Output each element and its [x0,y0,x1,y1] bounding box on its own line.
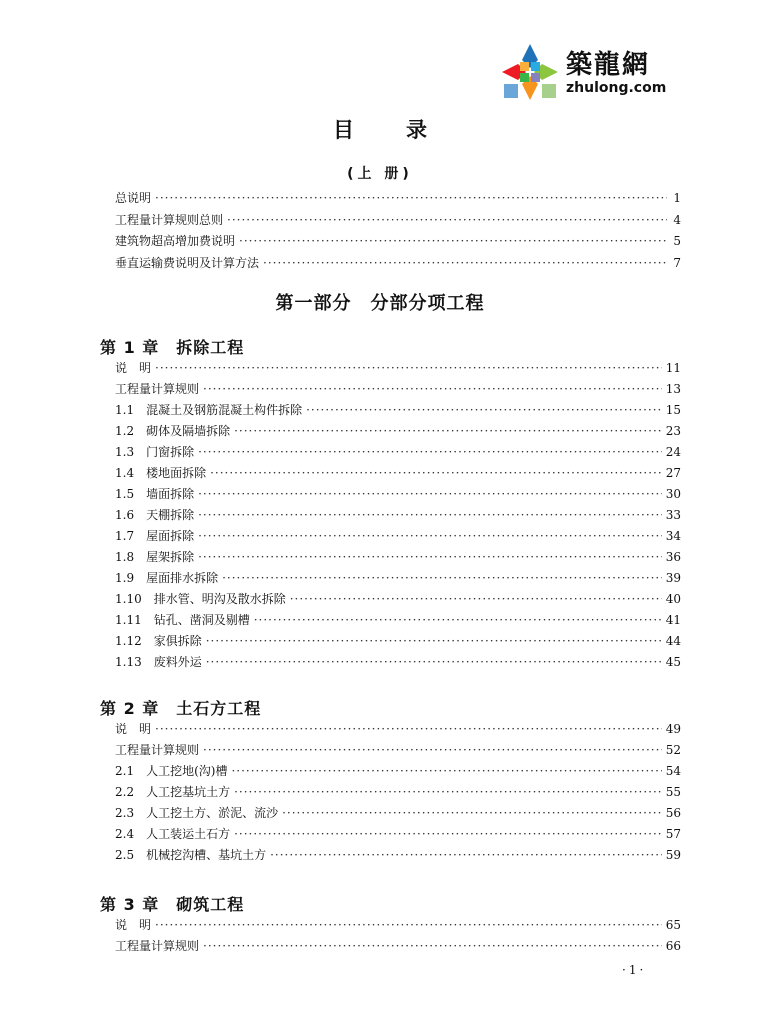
toc-page: 65 [665,918,681,932]
toc-row[interactable] [115,254,681,272]
logo-name: 築龍網 [566,50,651,80]
toc-label: 1.6 天棚拆除 [115,508,195,522]
toc-page: 13 [665,382,681,396]
toc-page: 41 [665,613,681,627]
toc-page: 52 [665,743,681,757]
leader-dots [306,401,662,419]
toc-row[interactable] [115,380,681,398]
toc-page: 34 [665,529,681,543]
toc-label: 2.2 人工挖基坑土方 [115,785,231,799]
toc-row[interactable] [115,569,681,587]
leader-dots [231,762,661,780]
toc-page: 4 [673,213,681,227]
toc-label: 1.9 屋面排水拆除 [115,571,219,585]
toc-row[interactable] [115,506,681,524]
toc-page: 40 [665,592,681,606]
logo-pinwheel-icon [498,40,562,104]
toc-page: 1 [673,191,681,205]
toc-label: 1.4 楼地面拆除 [115,466,207,480]
toc-row[interactable] [115,653,681,671]
toc-label: 1.13 废料外运 [115,655,202,669]
toc-row[interactable] [115,189,681,207]
leader-dots [239,232,667,250]
toc-label: 1.8 屋架拆除 [115,550,195,564]
toc-label: 1.1 混凝土及钢筋混凝土构件拆除 [115,403,303,417]
toc-label: 2.3 人工挖土方、淤泥、流沙 [115,806,279,820]
toc-label: 1.7 屋面拆除 [115,529,195,543]
toc-page: 30 [665,487,681,501]
toc-page: 55 [665,785,681,799]
toc-page: 11 [665,361,681,375]
toc-label: 垂直运输费说明及计算方法 [115,256,260,270]
toc-page: 15 [665,403,681,417]
toc-label: 说 明 [115,722,152,736]
toc-label: 1.3 门窗拆除 [115,445,195,459]
toc-label: 建筑物超高增加费说明 [115,234,236,248]
toc-page: 33 [665,508,681,522]
toc-label: 工程量计算规则 [115,939,200,953]
toc-label: 1.5 墙面拆除 [115,487,195,501]
toc-row[interactable] [115,916,681,934]
toc-row[interactable] [115,232,681,250]
leader-dots [234,825,662,843]
toc-row[interactable] [115,590,681,608]
leader-dots [203,741,662,759]
page-title: 目录 [333,118,479,142]
toc-label: 1.10 排水管、明沟及散水拆除 [115,592,286,606]
toc-label: 2.1 人工挖地(沟)槽 [115,764,228,778]
toc-row[interactable] [115,464,681,482]
leader-dots [222,569,662,587]
toc-row[interactable] [115,720,681,738]
leader-dots [155,720,662,738]
leader-dots [155,916,662,934]
toc-label: 说 明 [115,361,152,375]
toc-label: 2.4 人工装运土石方 [115,827,231,841]
toc-page: 39 [665,571,681,585]
leader-dots [282,804,662,822]
toc-page: 44 [665,634,681,648]
toc-page: 54 [665,764,681,778]
toc-label: 说 明 [115,918,152,932]
toc-label: 工程量计算规则 [115,743,200,757]
toc-row[interactable] [115,548,681,566]
toc-row[interactable] [115,632,681,650]
toc-label: 工程量计算规则总则 [115,213,224,227]
toc-row[interactable] [115,401,681,419]
chapter-heading[interactable]: 第 3 章 砌筑工程 [100,895,245,914]
leader-dots [263,254,667,272]
leader-dots [198,548,662,566]
leader-dots [198,506,662,524]
toc-page: 49 [665,722,681,736]
toc-label: 1.11 钻孔、凿洞及剔槽 [115,613,250,627]
toc-row[interactable] [115,846,681,864]
leader-dots [270,846,662,864]
toc-row[interactable] [115,741,681,759]
toc-row[interactable] [115,359,681,377]
toc-row[interactable] [115,527,681,545]
toc-row[interactable] [115,762,681,780]
leader-dots [155,359,662,377]
leader-dots [234,783,662,801]
leader-dots [155,189,667,207]
chapter-heading[interactable]: 第 1 章 拆除工程 [100,338,245,357]
leader-dots [203,937,662,955]
toc-label: 工程量计算规则 [115,382,200,396]
toc-label: 总说明 [115,191,152,205]
toc-page: 27 [665,466,681,480]
toc-row[interactable] [115,783,681,801]
toc-page: 7 [673,256,681,270]
volume-label: (上 册) [347,166,413,182]
toc-row[interactable] [115,611,681,629]
toc-page: 59 [665,848,681,862]
toc-row[interactable] [115,825,681,843]
leader-dots [198,443,662,461]
toc-label: 2.5 机械挖沟槽、基坑土方 [115,848,267,862]
page-number: ·1· [622,963,647,977]
toc-page: 45 [665,655,681,669]
toc-label: 1.12 家俱拆除 [115,634,202,648]
toc-row[interactable] [115,443,681,461]
leader-dots [198,527,662,545]
toc-row[interactable] [115,211,681,229]
toc-page: 5 [673,234,681,248]
toc-row[interactable] [115,422,681,440]
leader-dots [234,422,662,440]
logo-url: zhulong.com [566,80,667,96]
toc-label: 1.2 砌体及隔墙拆除 [115,424,231,438]
toc-page: 66 [665,939,681,953]
leader-dots [206,632,662,650]
toc-row[interactable] [115,485,681,503]
toc-row[interactable] [115,937,681,955]
toc-page: 24 [665,445,681,459]
chapter-heading[interactable]: 第 2 章 土石方工程 [100,699,262,718]
leader-dots [203,380,662,398]
leader-dots [210,464,662,482]
leader-dots [254,611,662,629]
toc-page: 56 [665,806,681,820]
toc-page: 57 [665,827,681,841]
toc-row[interactable] [115,804,681,822]
toc-page: 36 [665,550,681,564]
leader-dots [206,653,662,671]
leader-dots [227,211,667,229]
toc-page: 23 [665,424,681,438]
part-title: 第一部分 分部分项工程 [275,293,485,314]
leader-dots [198,485,662,503]
leader-dots [290,590,662,608]
